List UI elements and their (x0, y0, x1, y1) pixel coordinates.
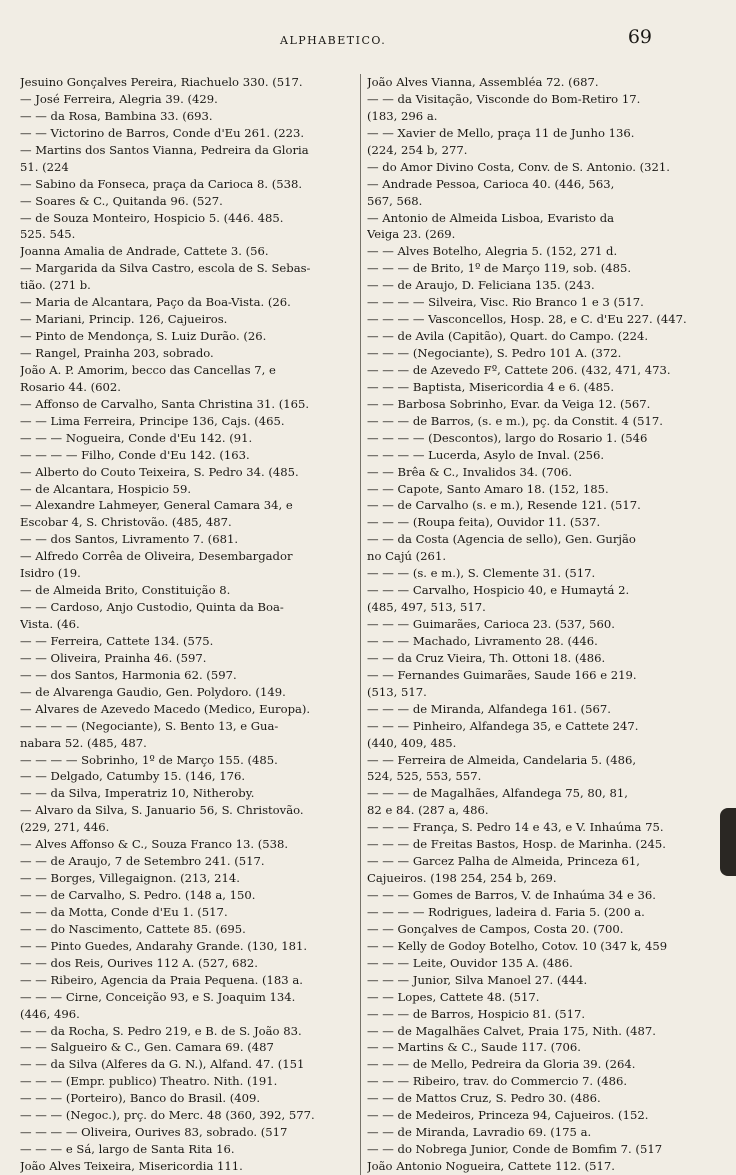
directory-entry-line: — — dos Reis, Ourives 112 A. (527, 682. (20, 955, 258, 970)
directory-entry-line: João Alves Vianna, Assembléa 72. (687. (367, 75, 599, 89)
directory-entry-line: — — Kelly de Godoy Botelho, Cotov. 10 (347 k, 459 (367, 938, 668, 953)
directory-entry-line: — — — — Rodrigues, ladeira d. Faria 5. (200 a. (367, 904, 645, 919)
running-title: ALPHABETICO. (280, 34, 387, 47)
directory-entry-line: (440, 409, 485. (367, 735, 457, 750)
directory-entry-line: tião. (271 b. (20, 278, 91, 293)
directory-entry-line: 567, 568. (367, 193, 423, 208)
directory-entry-line: — — do Nascimento, Cattete 85. (695. (20, 921, 246, 936)
directory-entry-line: — — dos Santos, Livramento 7. (681. (20, 532, 239, 547)
directory-entry-line: — — — — Sobrinho, 1º de Março 155. (485. (20, 752, 278, 767)
directory-entry-line: Jesuino Gonçalves Pereira, Riachuelo 330. (517. (20, 75, 303, 89)
directory-entry-line: — — — Cirne, Conceição 93, e S. Joaquim 134. (20, 989, 296, 1004)
directory-entry-line: — Mariani, Princip. 126, Cajueiros. (20, 312, 228, 327)
directory-entry-line: — — da Silva (Alferes da G. N.), Alfand. 47. (151 (20, 1057, 305, 1072)
directory-entry-line: — — da Cruz Vieira, Th. Ottoni 18. (486. (367, 650, 606, 665)
directory-entry-line: — Rangel, Prainha 203, sobrado. (20, 346, 214, 360)
directory-entry-line: — do Amor Divino Costa, Conv. de S. Antonio. (321. (367, 159, 670, 174)
directory-entry-line: — — — de Mello, Pedreira da Gloria 39. (264. (367, 1057, 636, 1072)
directory-entry-line: — — — (Roupa feita), Ouvidor 11. (537. (367, 515, 601, 530)
directory-entry-line: — Alves Affonso & C., Souza Franco 13. (538. (20, 837, 289, 852)
directory-entry-line: (224, 254 b, 277. (367, 142, 468, 157)
directory-entry-line: — — do Nobrega Junior, Conde de Bomfim 7. (517 (367, 1142, 663, 1157)
directory-entry-line: — — — Garcez Palha de Almeida, Princeza 61, (367, 854, 640, 869)
directory-entry-line: — — — Baptista, Misericordia 4 e 6. (485. (367, 379, 615, 394)
directory-entry-line: no Cajú (261. (367, 549, 446, 564)
directory-entry-line: — de Alcantara, Hospicio 59. (20, 481, 192, 496)
directory-entry-line: — — Ferreira, Cattete 134. (575. (20, 633, 214, 648)
directory-entry-line: — — — (Empr. publico) Theatro. Nith. (191. (20, 1074, 278, 1089)
directory-entry-line: — — — Machado, Livramento 28. (446. (367, 633, 598, 648)
directory-entry-line: — — — Junior, Silva Manoel 27. (444. (367, 972, 588, 987)
directory-entry-line: — — — de Magalhães, Alfandega 75, 80, 81, (367, 786, 628, 801)
directory-entry-line: — — — de Miranda, Alfandega 161. (567. (367, 701, 611, 716)
directory-entry-line: — — — — Oliveira, Ourives 83, sobrado. (517 (20, 1125, 288, 1140)
directory-entry-line: 525. 545. (20, 227, 76, 242)
directory-entry-line: — — da Motta, Conde d'Eu 1. (517. (20, 904, 228, 919)
directory-entry-line: — Maria de Alcantara, Paço da Boa-Vista. (26. (20, 295, 291, 310)
directory-entry-line: — — — — Vasconcellos, Hosp. 28, e C. d'Eu 227. (447. (367, 312, 687, 327)
directory-entry-line: — — — (Negociante), S. Pedro 101 A. (372. (367, 346, 622, 360)
directory-entry-line: — — Pinto Guedes, Andarahy Grande. (130, 181. (20, 938, 308, 953)
directory-entry-line: — — Ribeiro, Agencia da Praia Pequena. (183 a. (20, 972, 303, 987)
directory-entry-line: — — — Nogueira, Conde d'Eu 142. (91. (20, 430, 253, 445)
directory-entry-line: — — Alves Botelho, Alegria 5. (152, 271 d. (367, 244, 618, 259)
directory-entry-line: Cajueiros. (198 254, 254 b, 269. (367, 871, 557, 886)
directory-entry-line: — — — Carvalho, Hospicio 40, e Humaytá 2. (367, 583, 630, 598)
directory-entry-line: — — da Rosa, Bambina 33. (693. (20, 108, 213, 123)
directory-entry-line: — José Ferreira, Alegria 39. (429. (20, 91, 218, 106)
directory-entry-line: — Alberto do Couto Teixeira, S. Pedro 34. (485. (20, 464, 299, 479)
directory-entry-line: — Alexandre Lahmeyer, General Camara 34, e (20, 498, 293, 513)
directory-entry-line: — Alvaro da Silva, S. Januario 56, S. Christovão. (20, 803, 304, 818)
directory-entry-line: — — Lima Ferreira, Principe 136, Cajs. (465. (20, 413, 285, 428)
directory-entry-line: 524, 525, 553, 557. (367, 769, 482, 784)
right-column (360, 74, 695, 1175)
directory-entry-line: (485, 497, 513, 517. (367, 600, 486, 615)
directory-entry-line: — — de Carvalho, S. Pedro. (148 a, 150. (20, 888, 256, 902)
directory-entry-line: — — da Visitação, Visconde do Bom-Retiro 17. (367, 91, 641, 106)
directory-entry-line: — — — (s. e m.), S. Clemente 31. (517. (367, 566, 596, 581)
directory-entry-line: — — — — Filho, Conde d'Eu 142. (163. (20, 447, 250, 462)
page-edge-mark (720, 808, 736, 876)
directory-entry-line: — Pinto de Mendonça, S. Luiz Durão. (26. (20, 329, 267, 344)
directory-entry-line: — — de Miranda, Lavradio 69. (175 a. (367, 1125, 592, 1140)
directory-entry-line: — — — Gomes de Barros, V. de Inhaúma 34 e 36. (367, 888, 656, 902)
directory-entry-line: — — — de Freitas Bastos, Hosp. de Marinha. (245. (367, 837, 666, 852)
directory-entry-line: — — — (Negoc.), prç. do Merc. 48 (360, 392, 577. (20, 1108, 315, 1123)
directory-entry-line: — Alvares de Azevedo Macedo (Medico, Europa). (20, 701, 311, 716)
directory-entry-line: — — Brêa & C., Invalidos 34. (706. (367, 464, 573, 479)
directory-entry-line: (446, 496. (20, 1006, 80, 1021)
directory-entry-line: — Alfredo Corrêa de Oliveira, Desembargador (20, 549, 293, 564)
directory-entry-line: João Antonio Nogueira, Cattete 112. (517. (367, 1159, 615, 1173)
directory-entry-line: — Sabino da Fonseca, praça da Carioca 8. (538. (20, 176, 303, 191)
left-column (20, 74, 338, 1175)
directory-entry-line: — — Capote, Santo Amaro 18. (152, 185. (367, 481, 609, 496)
directory-entry-line: — — Victorino de Barros, Conde d'Eu 261. (223. (20, 125, 305, 140)
directory-entry-line: Vista. (46. (20, 617, 80, 631)
directory-entry-line: — — de Araujo, 7 de Setembro 241. (517. (20, 854, 265, 869)
directory-entry-line: — — de Carvalho (s. e m.), Resende 121. (517. (367, 498, 641, 513)
directory-entry-line: — — — de Brito, 1º de Março 119, sob. (485. (367, 261, 632, 276)
directory-entry-line: — — — Ribeiro, trav. do Commercio 7. (486. (367, 1074, 628, 1089)
directory-entry-line: — — Fernandes Guimarães, Saude 166 e 219. (367, 667, 637, 682)
directory-entry-line: (229, 271, 446. (20, 820, 110, 835)
directory-entry-line: (183, 296 a. (367, 108, 438, 123)
directory-entry-line: — — — Leite, Ouvidor 135 A. (486. (367, 955, 573, 970)
directory-entry-line: — de Souza Monteiro, Hospicio 5. (446. 485. (20, 210, 284, 225)
directory-entry-line: — — Delgado, Catumby 15. (146, 176. (20, 769, 246, 784)
directory-entry-line: 51. (224 (20, 159, 69, 174)
directory-entry-line: — Martins dos Santos Vianna, Pedreira da Gloria (20, 142, 309, 157)
directory-entry-line: — Soares & C., Quitanda 96. (527. (20, 193, 223, 208)
directory-entry-line: Joanna Amalia de Andrade, Cattete 3. (56. (20, 244, 269, 259)
directory-entry-line: — — — de Barros, Hospicio 81. (517. (367, 1006, 586, 1021)
directory-entry-line: — — Oliveira, Prainha 46. (597. (20, 650, 207, 665)
directory-entry-line: — — Borges, Villegaignon. (213, 214. (20, 871, 240, 886)
directory-entry-line: — de Almeida Brito, Constituição 8. (20, 583, 231, 598)
directory-entry-line: — — Lopes, Cattete 48. (517. (367, 989, 540, 1004)
directory-entry-line: — — Barbosa Sobrinho, Evar. da Veiga 12. (567. (367, 396, 651, 411)
directory-entry-line: (513, 517. (367, 684, 427, 699)
directory-entry-line: — — — e Sá, largo de Santa Rita 16. (20, 1142, 235, 1157)
directory-entry-line: João A. P. Amorim, becco das Cancellas 7, e (20, 362, 276, 377)
directory-entry-line: — — Ferreira de Almeida, Candelaria 5. (486, (367, 752, 637, 767)
directory-entry-line: Veiga 23. (269. (367, 227, 456, 242)
directory-entry-line: 82 e 84. (287 a, 486. (367, 803, 489, 818)
directory-entry-line: — Margarida da Silva Castro, escola de S. Sebas- (20, 261, 311, 276)
directory-entry-line: — — de Magalhães Calvet, Praia 175, Nith. (487. (367, 1023, 656, 1038)
directory-entry-line: — — — de Azevedo Fº, Cattete 206. (432, 471, 473. (367, 362, 671, 377)
page-number: 69 (627, 26, 652, 48)
directory-entry-line: — — — — (Descontos), largo do Rosario 1. (546 (367, 430, 648, 445)
directory-entry-line: — de Alvarenga Gaudio, Gen. Polydoro. (149. (20, 684, 286, 699)
directory-entry-line: — Affonso de Carvalho, Santa Christina 31. (165. (20, 396, 310, 411)
directory-entry-line: — — de Avila (Capitão), Quart. do Campo. (224. (367, 329, 649, 344)
directory-entry-line: — — da Silva, Imperatriz 10, Nitheroby. (20, 786, 255, 801)
directory-entry-line: — — — — Silveira, Visc. Rio Branco 1 e 3 (517. (367, 295, 644, 310)
directory-entry-line: Isidro (19. (20, 566, 81, 581)
directory-entry-line: — — de Araujo, D. Feliciana 135. (243. (367, 278, 595, 293)
page-header (0, 24, 736, 64)
directory-entry-line: — — Cardoso, Anjo Custodio, Quinta da Boa- (20, 600, 284, 615)
directory-entry-line: — — Xavier de Mello, praça 11 de Junho 136. (367, 125, 635, 140)
directory-entry-line: — — — Guimarães, Carioca 23. (537, 560. (367, 617, 615, 631)
directory-entry-line: — — — — (Negociante), S. Bento 13, e Gua- (20, 718, 279, 733)
directory-entry-line: — — dos Santos, Harmonia 62. (597. (20, 667, 237, 682)
directory-entry-line: — — — França, S. Pedro 14 e 43, e V. Inhaúma 75. (367, 820, 664, 835)
directory-entry-line: — — — Pinheiro, Alfandega 35, e Cattete 247. (367, 718, 639, 733)
directory-entry-line: nabara 52. (485, 487. (20, 735, 147, 750)
directory-entry-line: — Andrade Pessoa, Carioca 40. (446, 563, (367, 176, 615, 191)
directory-entry-line: — — — (Porteiro), Banco do Brasil. (409. (20, 1091, 261, 1106)
directory-entry-line: Rosario 44. (602. (20, 379, 121, 394)
directory-entry-line: João Alves Teixeira, Misericordia 111. (20, 1159, 243, 1173)
directory-entry-line: — — — de Barros, (s. e m.), pç. da Constit. 4 (517. (367, 413, 663, 428)
directory-entry-line: — — de Medeiros, Princeza 94, Cajueiros. (152. (367, 1108, 649, 1123)
directory-entry-line: — — Salgueiro & C., Gen. Camara 69. (487 (20, 1040, 274, 1055)
directory-entry-line: — — Martins & C., Saude 117. (706. (367, 1040, 581, 1055)
directory-entry-line: — — da Costa (Agencia de sello), Gen. Gurjão (367, 532, 636, 547)
directory-entry-line: — — Gonçalves de Campos, Costa 20. (700. (367, 921, 624, 936)
directory-entry-line: — — de Mattos Cruz, S. Pedro 30. (486. (367, 1091, 601, 1106)
directory-entry-line: — — — — Lucerda, Asylo de Inval. (256. (367, 447, 605, 462)
directory-entry-line: — Antonio de Almeida Lisboa, Evaristo da (367, 210, 615, 225)
directory-entry-line: Escobar 4, S. Christovão. (485, 487. (20, 515, 232, 530)
directory-entry-line: — — da Rocha, S. Pedro 219, e B. de S. João 83. (20, 1023, 302, 1038)
